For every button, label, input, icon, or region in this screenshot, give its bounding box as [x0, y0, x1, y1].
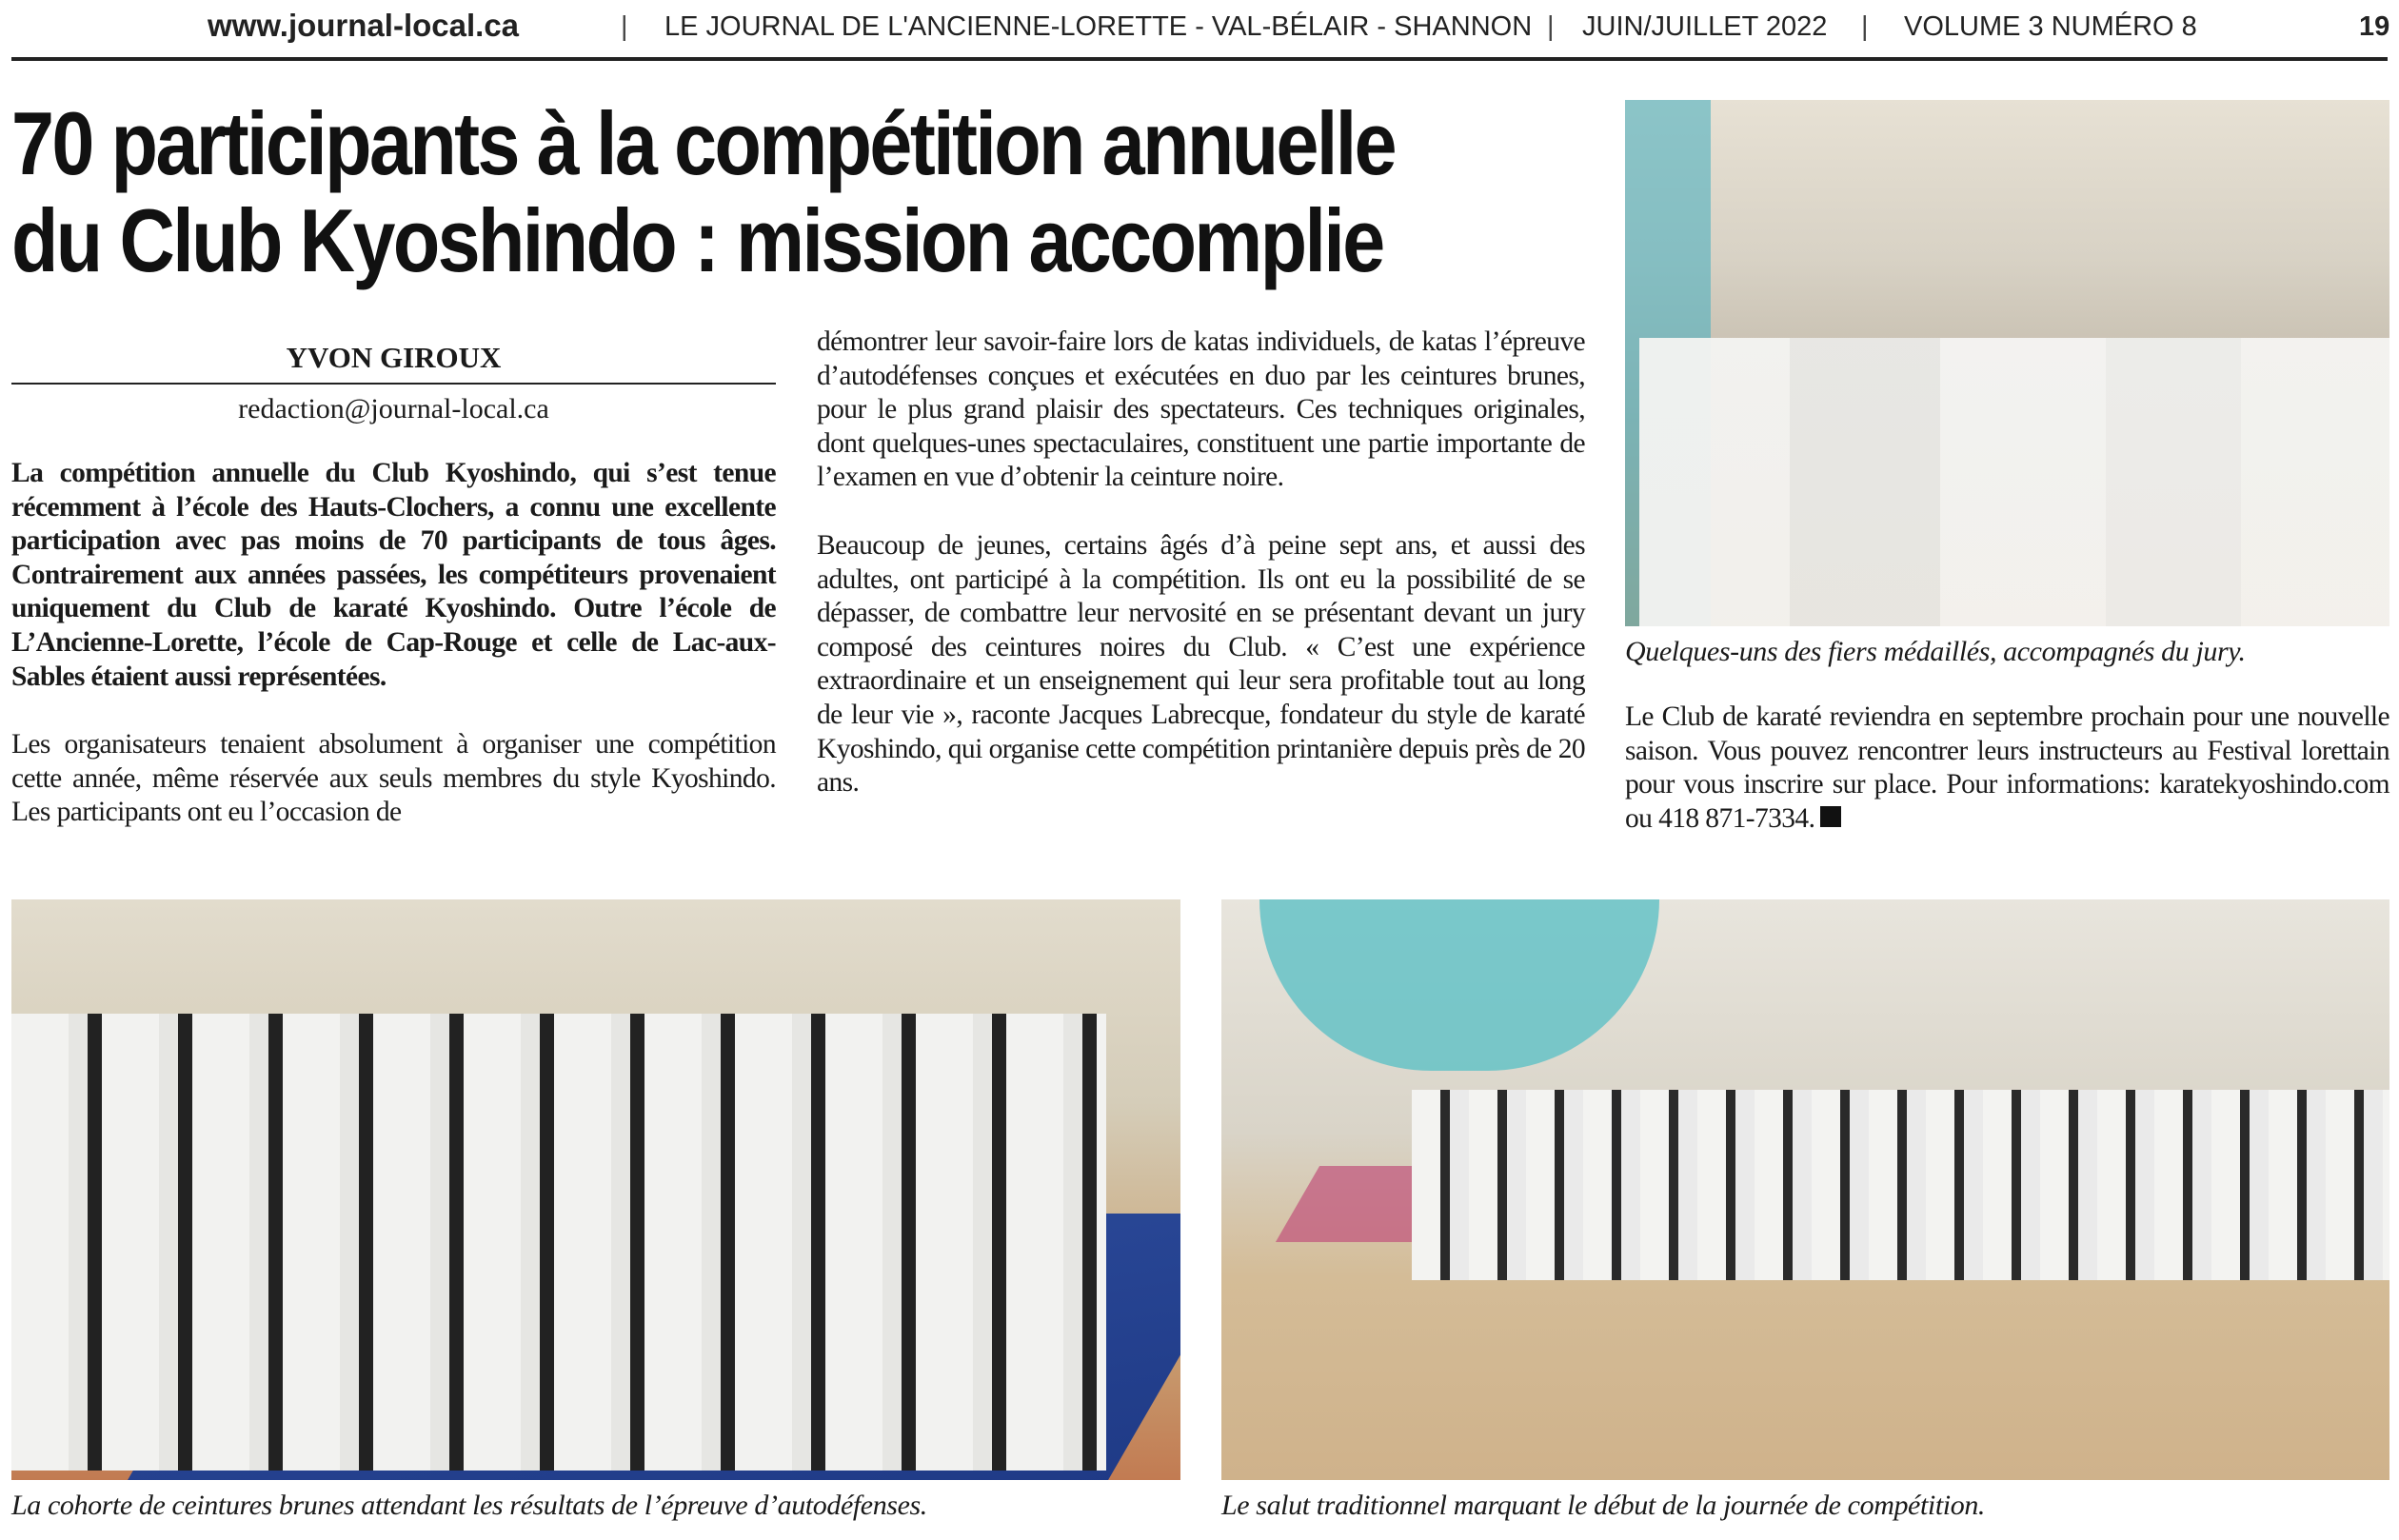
headline-line-2: du Club Kyoshindo : mission accomplie: [11, 190, 1383, 290]
paragraph: Beaucoup de jeunes, certains âgés d’à peine sept ans, et aussi des adultes, ont participé à la compétition. Ils ont eu la possibilité de se dépasser, de combattre leur nervosité en se présentant devant un jury composé des ceintures noires du Club. « C’est une expérience extraordinaire et un enseignement qui leur sera profitable tout au long de leur vie », raconte Jacques Labrecque, fondateur du style de karaté Kyoshindo, qui organise cette compétition printanière depuis près de 20 ans.: [817, 529, 1585, 799]
volume: VOLUME 3 NUMÉRO 8: [1904, 11, 2197, 42]
site-url[interactable]: www.journal-local.ca: [208, 8, 520, 43]
column-1: [11, 457, 776, 864]
paragraph: Les organisateurs tenaient absolument à organiser une compétition cette année, même réservée aux seuls membres du style Kyoshindo. Les participants ont eu l’occasion de: [11, 729, 776, 828]
separator: |: [1861, 11, 1869, 42]
column-3: [1625, 701, 2389, 870]
photo-medalists: [1625, 100, 2389, 626]
author: YVON GIROUX: [286, 341, 502, 374]
lead-paragraph: La compétition annuelle du Club Kyoshindo, qui s’est tenue récemment à l’école des Hauts-Clochers, a connu une excellente participation avec pas moins de 70 participants de tous âges. Contrairement aux années passées, les compétiteurs provenaient uniquement du Club de karaté Kyoshindo. Outre l’école de L’Ancienne-Lorette, l’école de Cap-Rouge et celle de Lac-aux-Sables étaient aussi représentées.: [11, 458, 776, 692]
headline: [11, 95, 1403, 289]
photo-caption: La cohorte de ceintures brunes attendant les résultats de l’épreuve d’autodéfenses.: [11, 1490, 927, 1521]
photo-caption: Le salut traditionnel marquant le début de la journée de compétition.: [1221, 1490, 1986, 1521]
headline-line-1: 70 participants à la compétition annuelle: [11, 93, 1396, 193]
byline-rule: [11, 383, 776, 385]
publication-name: LE JOURNAL DE L'ANCIENNE-LORETTE - VAL-BÉLAIR - SHANNON: [664, 11, 1533, 42]
issue-date: JUIN/JUILLET 2022: [1582, 11, 1828, 42]
end-mark-icon: [1820, 806, 1841, 827]
page-number: 19: [2359, 11, 2390, 42]
column-2: [817, 326, 1585, 835]
separator: |: [621, 11, 628, 42]
paragraph: démontrer leur savoir-faire lors de katas individuels, de katas l’épreuve d’autodéfenses conçues et exécutées en duo par les ceintures brunes, pour le plus grand plaisir des spectateurs. Ces techniques originales, dont quelques-unes spectaculaires, constituent une partie importante de l’examen en vue d’obtenir la ceinture noire.: [817, 326, 1585, 493]
separator: |: [1547, 11, 1555, 42]
paragraph: [1625, 701, 2389, 836]
photo-brown-belts: [11, 899, 1180, 1480]
header-rule: [11, 57, 2388, 61]
author-email[interactable]: redaction@journal-local.ca: [238, 393, 549, 424]
photo-caption: Quelques-uns des fiers médaillés, accompagnés du jury.: [1625, 636, 2246, 667]
page-header: [0, 8, 2399, 55]
photo-traditional-salute: [1221, 899, 2389, 1480]
closing-text: Le Club de karaté reviendra en septembre prochain pour une nouvelle saison. Vous pouvez rencontrer leurs instructeurs au Festival lorettain pour vous inscrire sur place. Pour informations: karatekyoshindo.com ou 418 871-7334.: [1625, 701, 2389, 834]
